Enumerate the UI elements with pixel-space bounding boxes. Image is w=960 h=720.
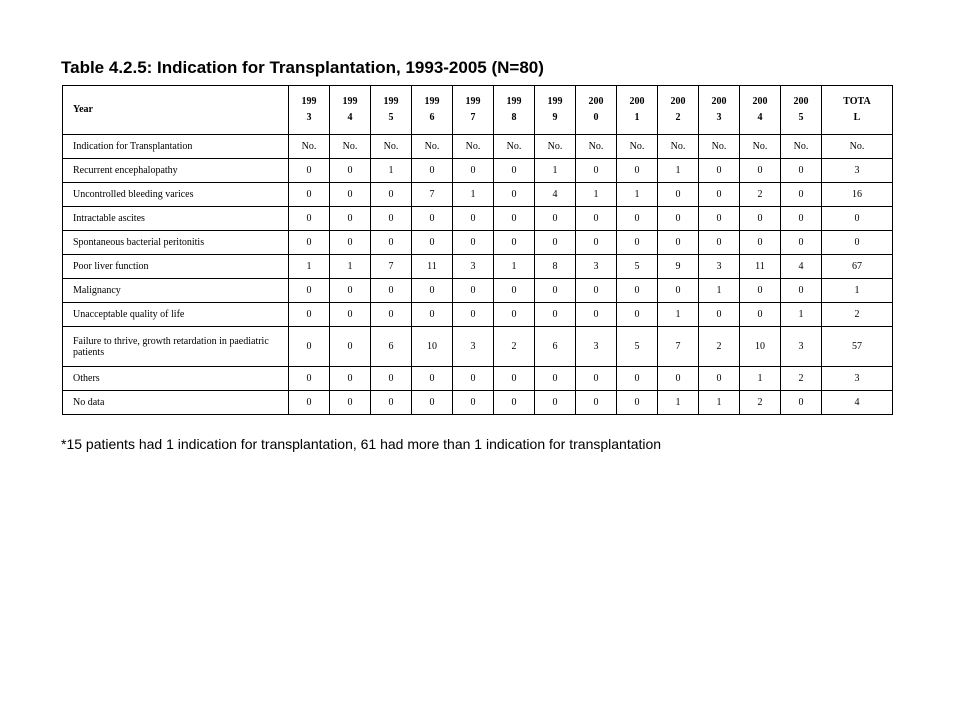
table-cell: 0 xyxy=(822,231,893,255)
table-cell: 0 xyxy=(740,159,781,183)
year-header-cell xyxy=(412,86,453,135)
row-label: Intractable ascites xyxy=(63,207,289,231)
table-cell: No. xyxy=(781,135,822,159)
table-cell: 0 xyxy=(330,183,371,207)
year-header-cell xyxy=(289,86,330,135)
table-cell: 0 xyxy=(617,279,658,303)
table-cell: 0 xyxy=(330,327,371,367)
table-cell: 67 xyxy=(822,255,893,279)
table-cell: 6 xyxy=(535,327,576,367)
table-cell: 0 xyxy=(535,231,576,255)
table-cell: 0 xyxy=(494,159,535,183)
table-cell: 0 xyxy=(494,367,535,391)
table-cell: No. xyxy=(576,135,617,159)
year-header-text: 199 xyxy=(506,96,522,107)
year-header-text: 9 xyxy=(552,112,558,123)
year-header-text: 7 xyxy=(470,112,476,123)
table-cell: 0 xyxy=(371,303,412,327)
table-cell: No. xyxy=(330,135,371,159)
table-cell: 0 xyxy=(781,183,822,207)
table-cell: 0 xyxy=(371,207,412,231)
table-cell: 5 xyxy=(617,327,658,367)
table-cell: 11 xyxy=(412,255,453,279)
table-title: Table 4.2.5: Indication for Transplantation, 1993-2005 (N=80) xyxy=(61,58,544,77)
table-cell: 8 xyxy=(535,255,576,279)
year-header-text: 200 xyxy=(711,96,727,107)
table-cell: 0 xyxy=(371,391,412,415)
table-cell: 3 xyxy=(576,327,617,367)
table-cell: 2 xyxy=(740,391,781,415)
row-label: Others xyxy=(63,367,289,391)
row-label: Unacceptable quality of life xyxy=(63,303,289,327)
table-cell: 0 xyxy=(658,231,699,255)
year-header-cell xyxy=(822,86,893,135)
table-cell: 0 xyxy=(371,183,412,207)
year-header-text: 4 xyxy=(757,112,763,123)
table-cell: 0 xyxy=(658,367,699,391)
table-cell: 3 xyxy=(699,255,740,279)
table-cell: 11 xyxy=(740,255,781,279)
table-cell: 0 xyxy=(576,367,617,391)
table-cell: 1 xyxy=(699,279,740,303)
row-label: Recurrent encephalopathy xyxy=(63,159,289,183)
year-header-text: 3 xyxy=(306,112,312,123)
table-cell: 0 xyxy=(494,207,535,231)
table-cell: 0 xyxy=(412,367,453,391)
table-cell: 1 xyxy=(658,159,699,183)
table-cell: 0 xyxy=(822,207,893,231)
table-cell: 0 xyxy=(699,231,740,255)
table-cell: 0 xyxy=(617,159,658,183)
row-label: Failure to thrive, growth retardation in paediatric patients xyxy=(63,327,289,367)
table-cell: 0 xyxy=(535,279,576,303)
table-cell: 0 xyxy=(289,303,330,327)
table-row xyxy=(63,303,893,327)
table-cell: 0 xyxy=(699,183,740,207)
row-label: Indication for Transplantation xyxy=(63,135,289,159)
table-cell: 0 xyxy=(494,231,535,255)
table-cell: 2 xyxy=(494,327,535,367)
table-cell: 1 xyxy=(617,183,658,207)
table-cell: 2 xyxy=(822,303,893,327)
table-cell: 0 xyxy=(330,207,371,231)
table-cell: 0 xyxy=(658,207,699,231)
table-cell: 0 xyxy=(453,303,494,327)
table-cell: 0 xyxy=(371,367,412,391)
table-cell: 1 xyxy=(371,159,412,183)
table-cell: 0 xyxy=(330,159,371,183)
table-cell: 57 xyxy=(822,327,893,367)
table-cell: No. xyxy=(617,135,658,159)
year-header-text: 4 xyxy=(347,112,353,123)
table-cell: 0 xyxy=(740,303,781,327)
table-cell: 0 xyxy=(453,207,494,231)
header-label: Year xyxy=(63,86,289,135)
table-cell: 1 xyxy=(658,391,699,415)
table-cell: 0 xyxy=(699,367,740,391)
table-cell: 0 xyxy=(576,391,617,415)
table-cell: 7 xyxy=(412,183,453,207)
year-header-text: 0 xyxy=(593,112,599,123)
year-header-text: 200 xyxy=(670,96,686,107)
table-cell: 1 xyxy=(576,183,617,207)
footnote: *15 patients had 1 indication for transplantation, 61 had more than 1 indication for transplantation xyxy=(61,436,662,452)
table-cell: 2 xyxy=(699,327,740,367)
table-cell: 7 xyxy=(658,327,699,367)
table-cell: 7 xyxy=(371,255,412,279)
year-header-cell xyxy=(740,86,781,135)
table-cell: 0 xyxy=(494,279,535,303)
table-cell: 10 xyxy=(740,327,781,367)
table-cell: No. xyxy=(658,135,699,159)
year-header-text: 199 xyxy=(465,96,481,107)
year-header-text: 200 xyxy=(629,96,645,107)
table-cell: 16 xyxy=(822,183,893,207)
table-cell: 0 xyxy=(781,391,822,415)
table-cell: 4 xyxy=(822,391,893,415)
year-header-text: L xyxy=(853,112,861,123)
table-cell: 10 xyxy=(412,327,453,367)
table-row xyxy=(63,327,893,367)
table-cell: No. xyxy=(822,135,893,159)
table-cell: 0 xyxy=(617,367,658,391)
year-header-cell xyxy=(371,86,412,135)
year-header-text: 200 xyxy=(752,96,768,107)
table-cell: 0 xyxy=(289,327,330,367)
year-header-text: TOTA xyxy=(843,96,871,107)
table-cell: 0 xyxy=(412,231,453,255)
table-cell: 0 xyxy=(576,303,617,327)
table-cell: 3 xyxy=(822,367,893,391)
table-cell: 0 xyxy=(617,231,658,255)
table-row xyxy=(63,159,893,183)
table-cell: 0 xyxy=(781,279,822,303)
year-header-cell xyxy=(781,86,822,135)
table-cell: 0 xyxy=(289,207,330,231)
table-cell: 0 xyxy=(658,183,699,207)
table-cell: 0 xyxy=(699,303,740,327)
table-cell: 6 xyxy=(371,327,412,367)
year-header-cell xyxy=(494,86,535,135)
year-header-cell xyxy=(699,86,740,135)
table-cell: 0 xyxy=(494,303,535,327)
table-cell: 1 xyxy=(535,159,576,183)
table-cell: 0 xyxy=(330,279,371,303)
year-header-text: 199 xyxy=(383,96,399,107)
table-cell: No. xyxy=(535,135,576,159)
year-header-text: 8 xyxy=(511,112,517,123)
table-cell: 2 xyxy=(740,183,781,207)
year-header-text: 199 xyxy=(547,96,563,107)
table-cell: 1 xyxy=(740,367,781,391)
table-cell: 0 xyxy=(289,391,330,415)
table-cell: 0 xyxy=(412,303,453,327)
table-cell: 9 xyxy=(658,255,699,279)
year-header-cell xyxy=(453,86,494,135)
row-label: Uncontrolled bleeding varices xyxy=(63,183,289,207)
year-header-text: 199 xyxy=(424,96,440,107)
table-body xyxy=(63,86,893,415)
table-cell: 0 xyxy=(740,231,781,255)
table-cell: 0 xyxy=(330,391,371,415)
year-header-text: 3 xyxy=(716,112,722,123)
table-row xyxy=(63,391,893,415)
table-cell: 0 xyxy=(494,391,535,415)
table-cell: 0 xyxy=(330,303,371,327)
table-row xyxy=(63,255,893,279)
table-cell: 0 xyxy=(289,183,330,207)
table-cell: 0 xyxy=(453,159,494,183)
table-cell: 0 xyxy=(781,159,822,183)
year-header-text: 6 xyxy=(429,112,435,123)
table-cell: No. xyxy=(289,135,330,159)
row-label: Poor liver function xyxy=(63,255,289,279)
table-cell: No. xyxy=(740,135,781,159)
table-cell: 0 xyxy=(494,183,535,207)
table-cell: 1 xyxy=(289,255,330,279)
table-cell: 0 xyxy=(289,367,330,391)
table-cell: 0 xyxy=(576,207,617,231)
table-cell: 0 xyxy=(699,159,740,183)
table-cell: 5 xyxy=(617,255,658,279)
table-cell: 0 xyxy=(330,367,371,391)
table-cell: 1 xyxy=(658,303,699,327)
year-header-text: 5 xyxy=(388,112,394,123)
table-cell: 0 xyxy=(617,391,658,415)
table-cell: 0 xyxy=(740,279,781,303)
table-cell: 0 xyxy=(699,207,740,231)
table-cell: 0 xyxy=(289,231,330,255)
table-cell: No. xyxy=(494,135,535,159)
year-header-cell xyxy=(535,86,576,135)
row-label: Spontaneous bacterial peritonitis xyxy=(63,231,289,255)
year-header-cell xyxy=(330,86,371,135)
table-cell: 0 xyxy=(617,207,658,231)
table-cell: 0 xyxy=(289,279,330,303)
table-cell: 4 xyxy=(781,255,822,279)
indication-table xyxy=(62,85,893,415)
table-row xyxy=(63,135,893,159)
table-cell: 0 xyxy=(617,303,658,327)
table-cell: No. xyxy=(699,135,740,159)
table-cell: 0 xyxy=(453,367,494,391)
table-cell: 0 xyxy=(658,279,699,303)
table-cell: 3 xyxy=(781,327,822,367)
table-cell: 0 xyxy=(535,207,576,231)
table-cell: No. xyxy=(453,135,494,159)
year-header-cell xyxy=(658,86,699,135)
table-cell: 0 xyxy=(412,159,453,183)
year-header-cell xyxy=(617,86,658,135)
table-cell: 0 xyxy=(412,391,453,415)
table-cell: 0 xyxy=(535,303,576,327)
table-row xyxy=(63,183,893,207)
table-cell: 0 xyxy=(576,159,617,183)
table-cell: 0 xyxy=(371,231,412,255)
table-cell: 1 xyxy=(822,279,893,303)
year-header-text: 199 xyxy=(301,96,317,107)
table-cell: 0 xyxy=(740,207,781,231)
table-cell: 1 xyxy=(453,183,494,207)
table-cell: 1 xyxy=(781,303,822,327)
table-cell: 3 xyxy=(822,159,893,183)
table-row xyxy=(63,279,893,303)
year-header-text: 199 xyxy=(342,96,358,107)
year-header-text: 1 xyxy=(634,112,640,123)
table-cell: 3 xyxy=(453,327,494,367)
table-cell: No. xyxy=(412,135,453,159)
table-cell: 0 xyxy=(412,279,453,303)
table-cell: No. xyxy=(371,135,412,159)
row-label: No data xyxy=(63,391,289,415)
table-row xyxy=(63,231,893,255)
table-cell: 0 xyxy=(371,279,412,303)
year-header-text: 5 xyxy=(798,112,804,123)
year-header-text: 200 xyxy=(588,96,604,107)
table-cell: 1 xyxy=(330,255,371,279)
table-cell: 3 xyxy=(453,255,494,279)
table-cell: 0 xyxy=(412,207,453,231)
table-cell: 0 xyxy=(576,279,617,303)
table-cell: 1 xyxy=(494,255,535,279)
header-row xyxy=(63,86,893,135)
year-header-text: 200 xyxy=(793,96,809,107)
table-cell: 3 xyxy=(576,255,617,279)
year-header-text: 2 xyxy=(675,112,681,123)
row-label: Malignancy xyxy=(63,279,289,303)
table-row xyxy=(63,367,893,391)
table-cell: 0 xyxy=(535,367,576,391)
table-cell: 0 xyxy=(453,391,494,415)
table-cell: 0 xyxy=(330,231,371,255)
year-header-cell xyxy=(576,86,617,135)
table-cell: 1 xyxy=(699,391,740,415)
table-cell: 0 xyxy=(535,391,576,415)
table-cell: 4 xyxy=(535,183,576,207)
table-cell: 0 xyxy=(453,279,494,303)
table-cell: 0 xyxy=(781,207,822,231)
table-cell: 0 xyxy=(453,231,494,255)
table-cell: 0 xyxy=(289,159,330,183)
table-row xyxy=(63,207,893,231)
table-cell: 0 xyxy=(781,231,822,255)
table-cell: 0 xyxy=(576,231,617,255)
table-cell: 2 xyxy=(781,367,822,391)
